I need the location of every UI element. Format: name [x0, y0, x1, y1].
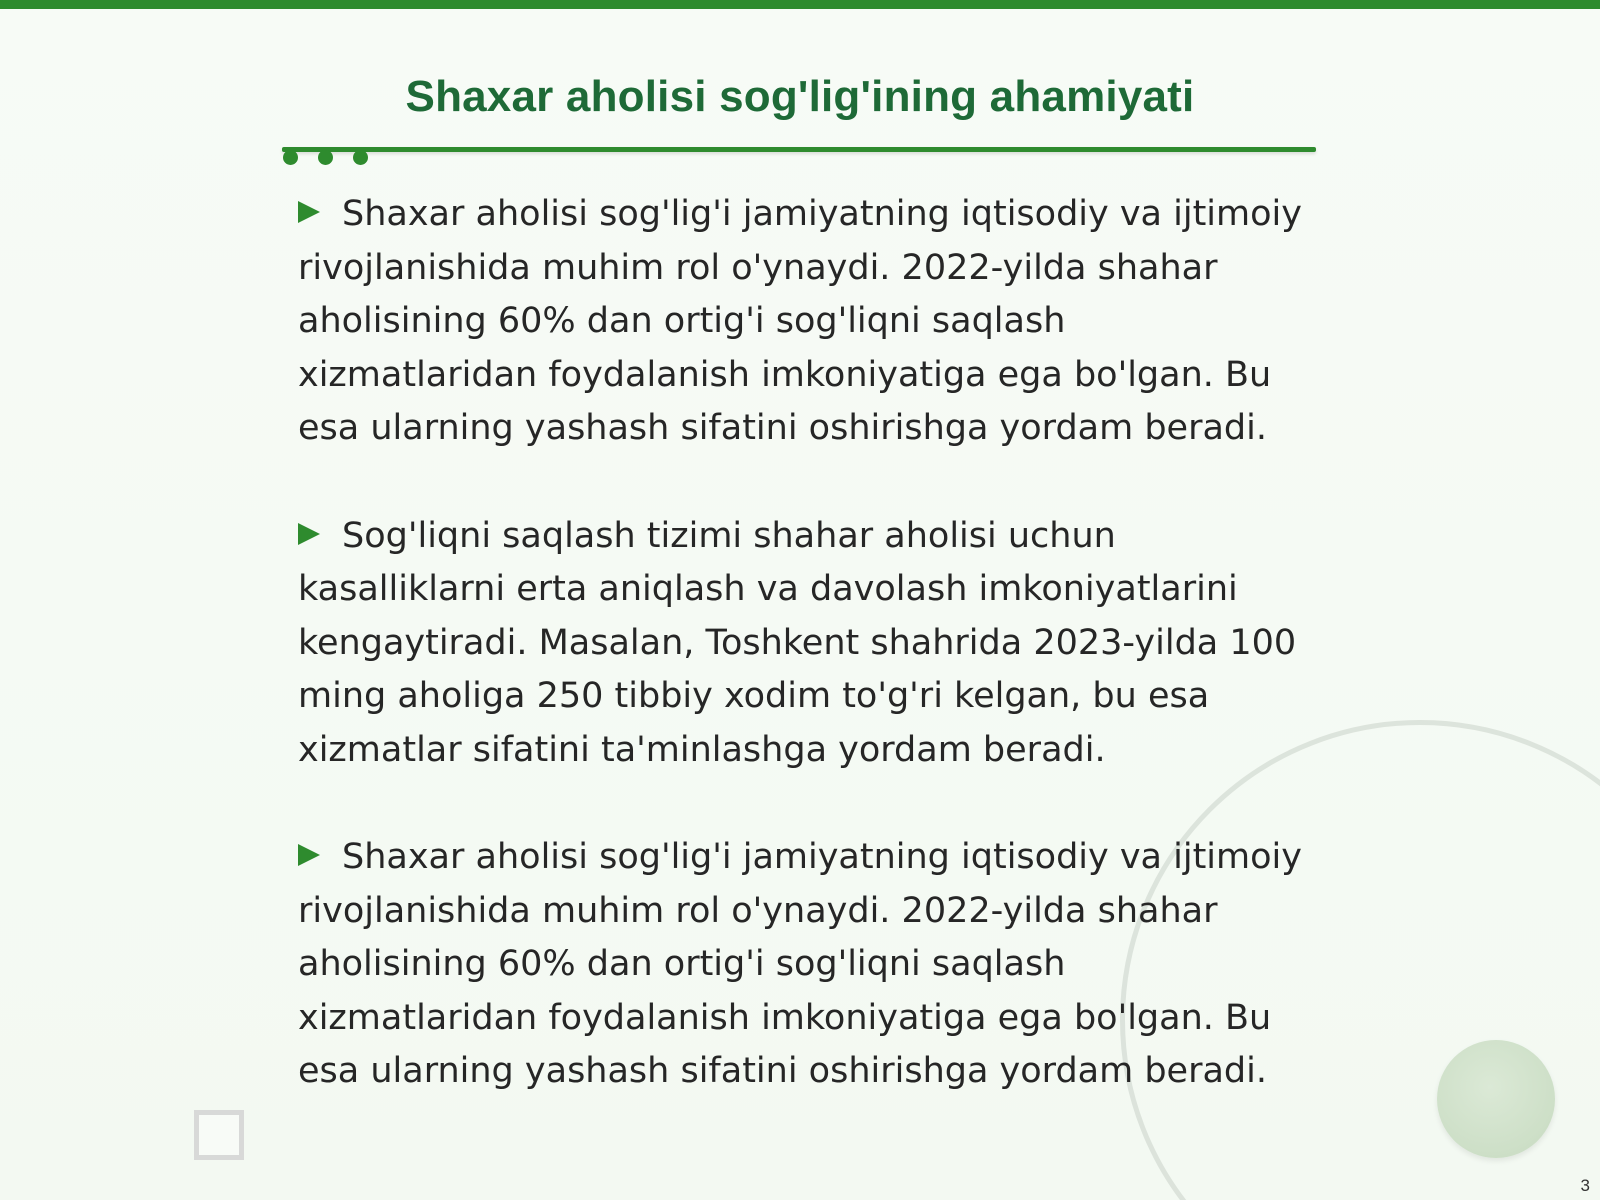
triangle-bullet-icon	[298, 201, 320, 223]
title-dot-1	[283, 150, 298, 165]
slide-content	[298, 188, 1308, 1153]
bullet-paragraph-3	[298, 831, 1308, 1099]
title-dot-3	[353, 150, 368, 165]
page-number: 3	[1580, 1176, 1590, 1195]
decorative-square	[194, 1110, 244, 1160]
slide-title: Shaxar aholisi sog'lig'ining ahamiyati	[405, 72, 1195, 121]
bullet-paragraph-1	[298, 188, 1308, 456]
triangle-bullet-icon	[298, 523, 320, 545]
triangle-bullet-icon	[298, 844, 320, 866]
decorative-circle	[1437, 1040, 1555, 1158]
top-accent-bar	[0, 0, 1600, 9]
bullet-paragraph-2	[298, 510, 1308, 778]
paragraph-text: Shaxar aholisi sog'lig'i jamiyatning iqtisodiy va ijtimoiy rivojlanishida muhim rol o'ynaydi. 2022-yilda shahar aholisining 60% dan ortig'i sog'liqni saqlash xizmatlaridan foydalanish imkoniyatiga ega bo'lgan. Bu esa ularning yashash sifatini oshirishga yordam beradi.	[298, 194, 1302, 448]
paragraph-text: Sog'liqni saqlash tizimi shahar aholisi uchun kasalliklarni erta aniqlash va davolash imkoniyatlarini kengaytiradi. Masalan, Toshkent shahrida 2023-yilda 100 ming aholiga 250 tibbiy xodim to'g'ri kelgan, bu esa xizmatlar sifatini ta'minlashga yordam beradi.	[298, 515, 1297, 770]
title-underline	[282, 147, 1316, 152]
paragraph-text: Shaxar aholisi sog'lig'i jamiyatning iqtisodiy va ijtimoiy rivojlanishida muhim rol o'ynaydi. 2022-yilda shahar aholisining 60% dan ortig'i sog'liqni saqlash xizmatlaridan foydalanish imkoniyatiga ega bo'lgan. Bu esa ularning yashash sifatini oshirishga yordam beradi.	[298, 837, 1302, 1091]
title-dot-2	[318, 150, 333, 165]
